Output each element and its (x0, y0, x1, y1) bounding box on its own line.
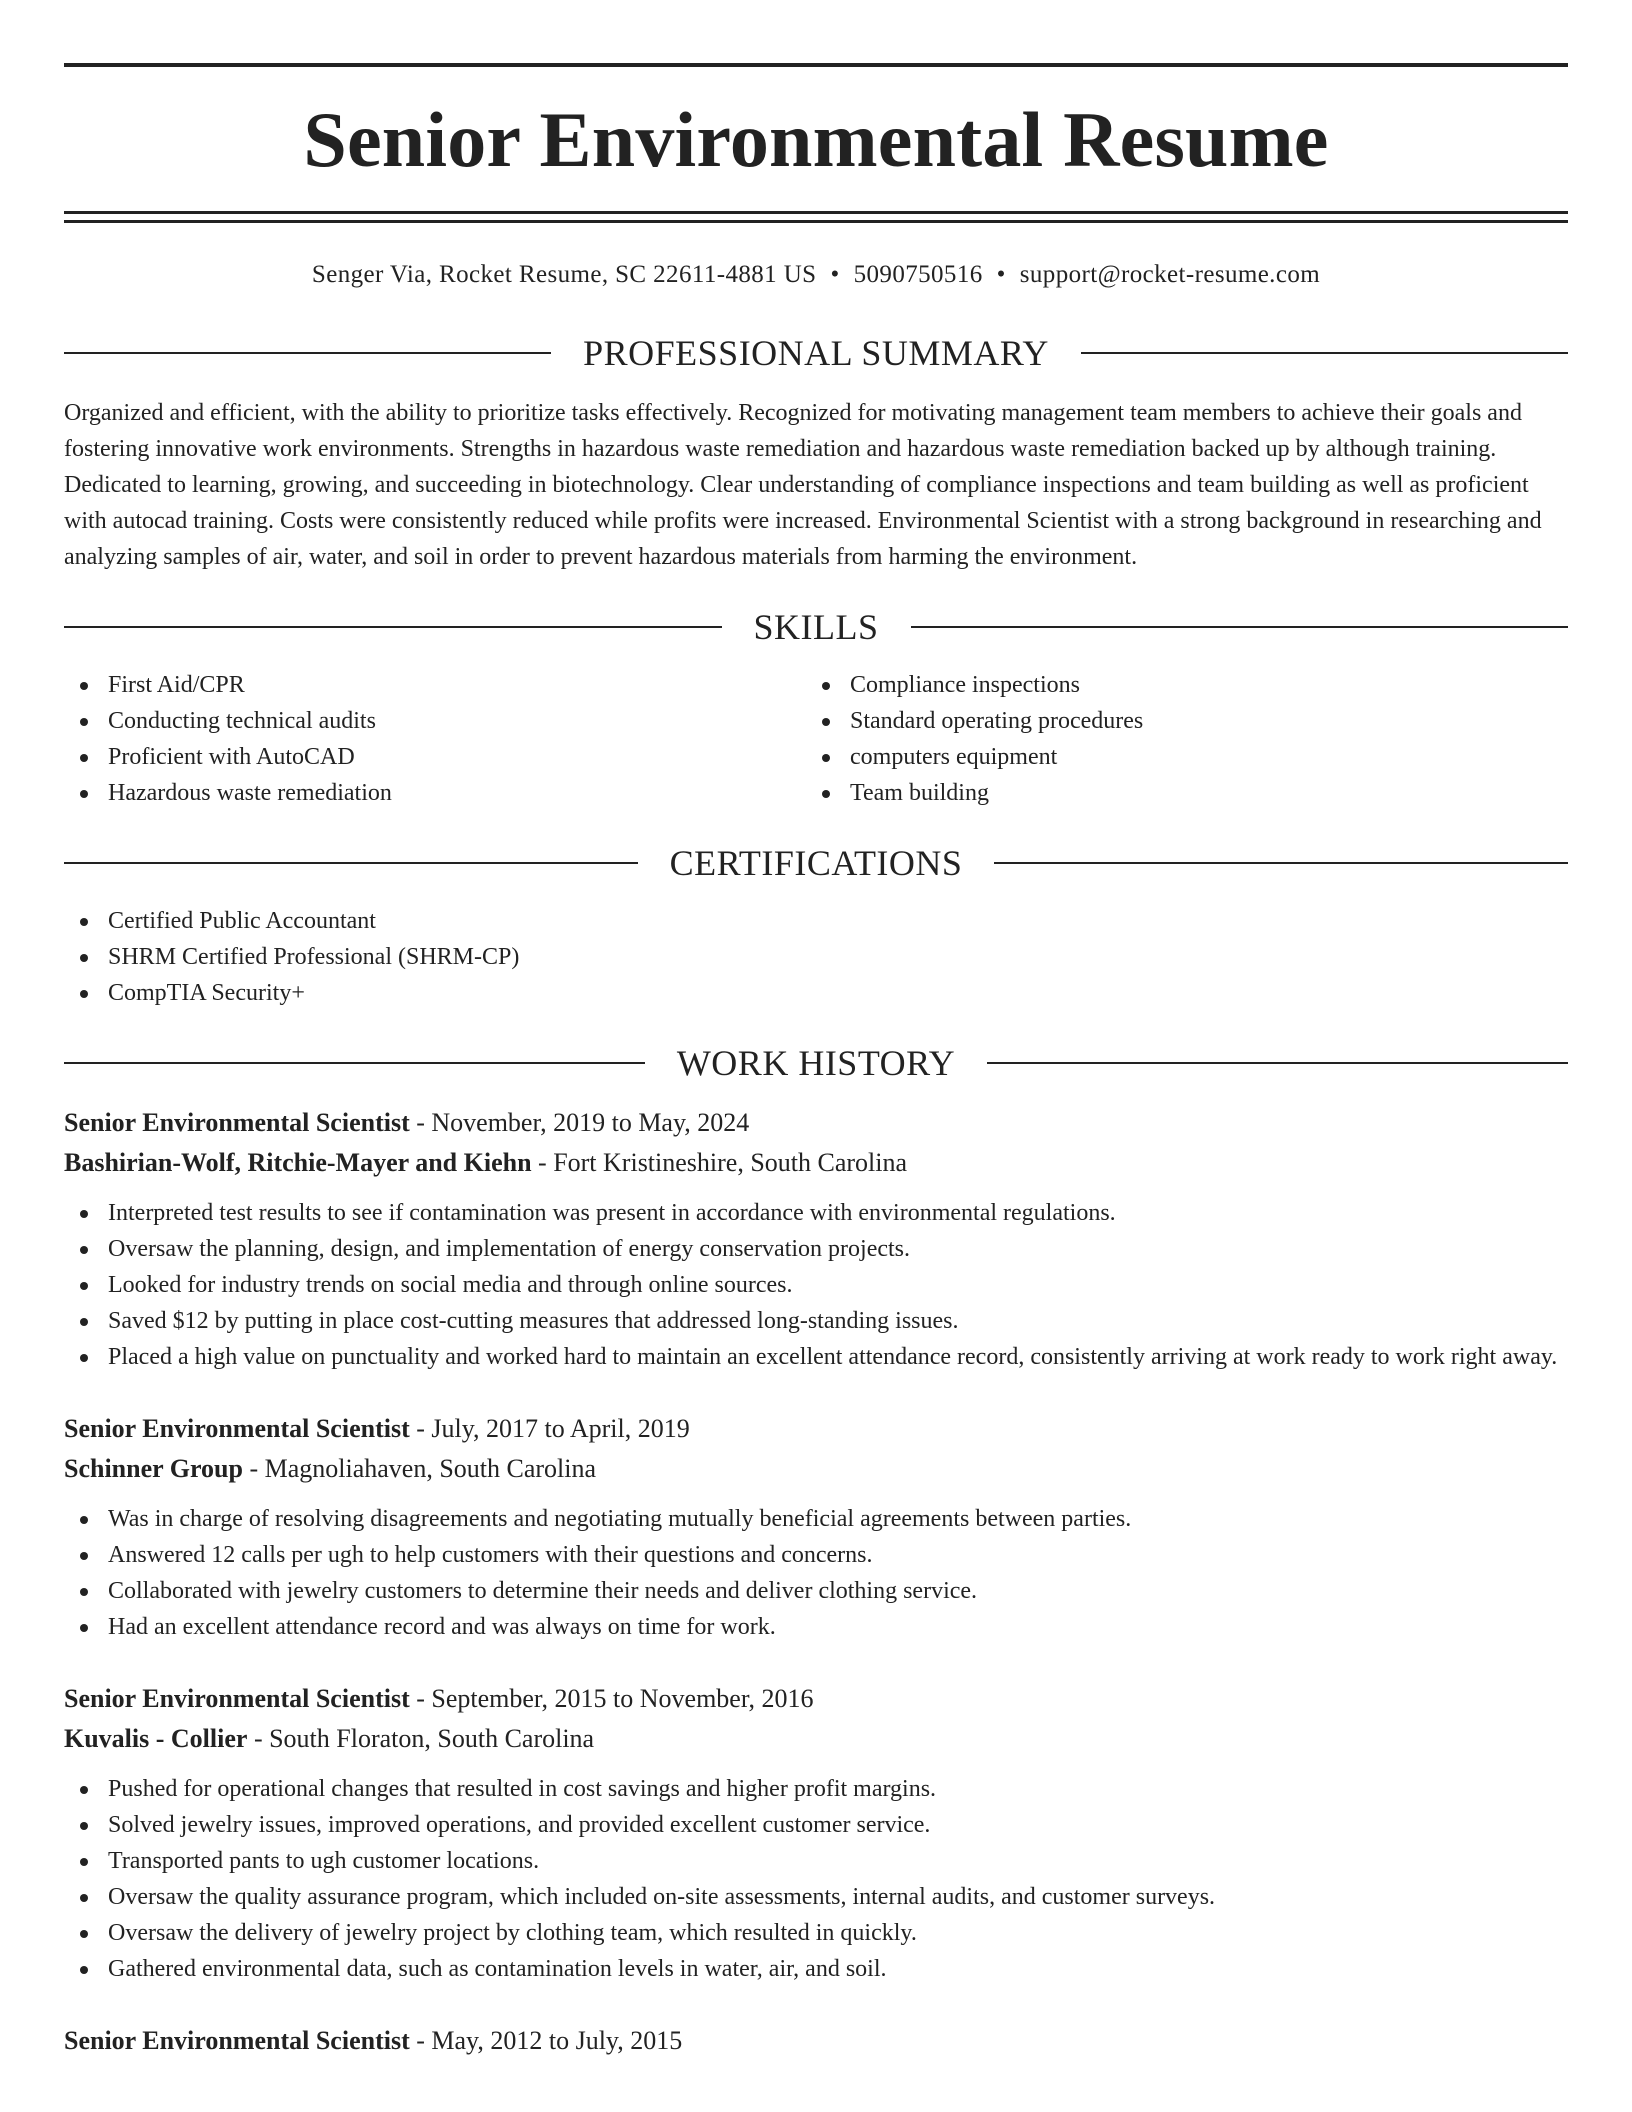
list-item: Hazardous waste remediation (64, 775, 816, 811)
job-role: Senior Environmental Scientist (64, 1414, 410, 1443)
top-rule (64, 63, 1568, 67)
certifications-title: CERTIFICATIONS (669, 843, 963, 883)
job-company-line (64, 1449, 1568, 1489)
job-role: Senior Environmental Scientist (64, 1108, 410, 1137)
heading-rule-right (1081, 352, 1568, 354)
heading-rule-left (64, 1062, 645, 1064)
job-dates: - July, 2017 to April, 2019 (409, 1414, 690, 1443)
work-history-heading (64, 1045, 1568, 1081)
heading-rule-right (987, 1062, 1568, 1064)
list-item: Answered 12 calls per ugh to help customers with their questions and concerns. (64, 1537, 1568, 1573)
job-company: Schinner Group (64, 1454, 243, 1483)
list-item: Was in charge of resolving disagreements and negotiating mutually beneficial agreements between parties. (64, 1501, 1568, 1537)
job-entry (64, 2021, 1568, 2061)
list-item: Oversaw the quality assurance program, which included on-site assessments, internal audits, and customer surveys. (64, 1879, 1568, 1915)
list-item: Interpreted test results to see if contamination was present in accordance with environmental regulations. (64, 1195, 1568, 1231)
list-item: Saved $12 by putting in place cost-cutting measures that addressed long-standing issues. (64, 1303, 1568, 1339)
job-entry (64, 1409, 1568, 1645)
resume-page (64, 0, 1568, 2061)
heading-rule-left (64, 626, 722, 628)
list-item: Proficient with AutoCAD (64, 739, 816, 775)
certifications-list (64, 903, 1568, 1011)
job-role: Senior Environmental Scientist (64, 1684, 410, 1713)
list-item: Certified Public Accountant (64, 903, 1568, 939)
summary-title: PROFESSIONAL SUMMARY (583, 333, 1049, 373)
job-title-line (64, 1409, 1568, 1449)
list-item: Placed a high value on punctuality and worked hard to maintain an excellent attendance record, consistently arriving at work ready to work right away. (64, 1339, 1568, 1375)
list-item: Collaborated with jewelry customers to determine their needs and deliver clothing service. (64, 1573, 1568, 1609)
list-item: Gathered environmental data, such as contamination levels in water, air, and soil. (64, 1951, 1568, 1987)
job-bullets (64, 1771, 1568, 1987)
resume-title: Senior Environmental Resume (303, 96, 1329, 183)
heading-rule-left (64, 352, 551, 354)
job-entry (64, 1679, 1568, 1987)
list-item: Pushed for operational changes that resulted in cost savings and higher profit margins. (64, 1771, 1568, 1807)
address: Senger Via, Rocket Resume, SC 22611-4881 US (311, 261, 817, 288)
title-double-rule (64, 211, 1568, 223)
list-item: Team building (806, 775, 1558, 811)
job-dates: - May, 2012 to July, 2015 (409, 2026, 683, 2055)
job-location: - Fort Kristineshire, South Carolina (531, 1148, 908, 1177)
skills-column-2 (806, 667, 1558, 811)
job-entry (64, 1103, 1568, 1375)
summary-heading (64, 335, 1568, 371)
job-company-line (64, 1719, 1568, 1759)
separator: • (830, 261, 840, 288)
job-dates: - November, 2019 to May, 2024 (409, 1108, 750, 1137)
summary-text: Organized and efficient, with the ability to prioritize tasks effectively. Recognized for motivating management team members to achieve their goals and fostering innovative work environments. Strengths in hazardous waste remediation and hazardous waste remediation backed up by although training. Dedicated to learning, growing, and succeeding in biotechnology. Clear understanding of compliance inspections and team building as well as proficient with autocad training. Costs were consistently reduced while profits were increased. Environmental Scientist with a strong background in researching and analyzing samples of air, water, and soil in order to prevent hazardous materials from harming the environment. (64, 400, 1542, 570)
job-role: Senior Environmental Scientist (64, 2026, 410, 2055)
skills-title: SKILLS (753, 607, 879, 647)
list-item: Oversaw the planning, design, and implementation of energy conservation projects. (64, 1231, 1568, 1267)
skills-heading (64, 609, 1568, 645)
heading-rule-right (911, 626, 1569, 628)
list-item: First Aid/CPR (64, 667, 816, 703)
job-title-line (64, 1103, 1568, 1143)
list-item: Conducting technical audits (64, 703, 816, 739)
separator: • (996, 261, 1006, 288)
list-item: Compliance inspections (806, 667, 1558, 703)
list-item: Transported pants to ugh customer locations. (64, 1843, 1568, 1879)
list-item: Solved jewelry issues, improved operations, and provided excellent customer service. (64, 1807, 1568, 1843)
job-location: - Magnoliahaven, South Carolina (242, 1454, 597, 1483)
list-item: CompTIA Security+ (64, 975, 1568, 1011)
job-bullets (64, 1195, 1568, 1375)
heading-rule-right (994, 862, 1568, 864)
job-title-line (64, 1679, 1568, 1719)
work-history-title: WORK HISTORY (676, 1043, 956, 1083)
list-item: Standard operating procedures (806, 703, 1558, 739)
skills-column-1 (64, 667, 816, 811)
job-company-line (64, 1143, 1568, 1183)
list-item: computers equipment (806, 739, 1558, 775)
list-item: SHRM Certified Professional (SHRM-CP) (64, 939, 1568, 975)
job-dates: - September, 2015 to November, 2016 (409, 1684, 814, 1713)
certifications-heading (64, 845, 1568, 881)
contact-line (64, 261, 1568, 289)
list-item: Looked for industry trends on social media and through online sources. (64, 1267, 1568, 1303)
list-item: Oversaw the delivery of jewelry project by clothing team, which resulted in quickly. (64, 1915, 1568, 1951)
job-company: Kuvalis - Collier (64, 1724, 248, 1753)
email-link[interactable]: support@rocket-resume.com (1019, 261, 1321, 288)
job-bullets (64, 1501, 1568, 1645)
phone: 5090750516 (853, 261, 983, 288)
heading-rule-left (64, 862, 638, 864)
skills-list (64, 667, 1568, 811)
list-item: Had an excellent attendance record and was always on time for work. (64, 1609, 1568, 1645)
job-location: - South Floraton, South Carolina (247, 1724, 595, 1753)
job-company: Bashirian-Wolf, Ritchie-Mayer and Kiehn (64, 1148, 532, 1177)
job-title-line (64, 2021, 1568, 2061)
